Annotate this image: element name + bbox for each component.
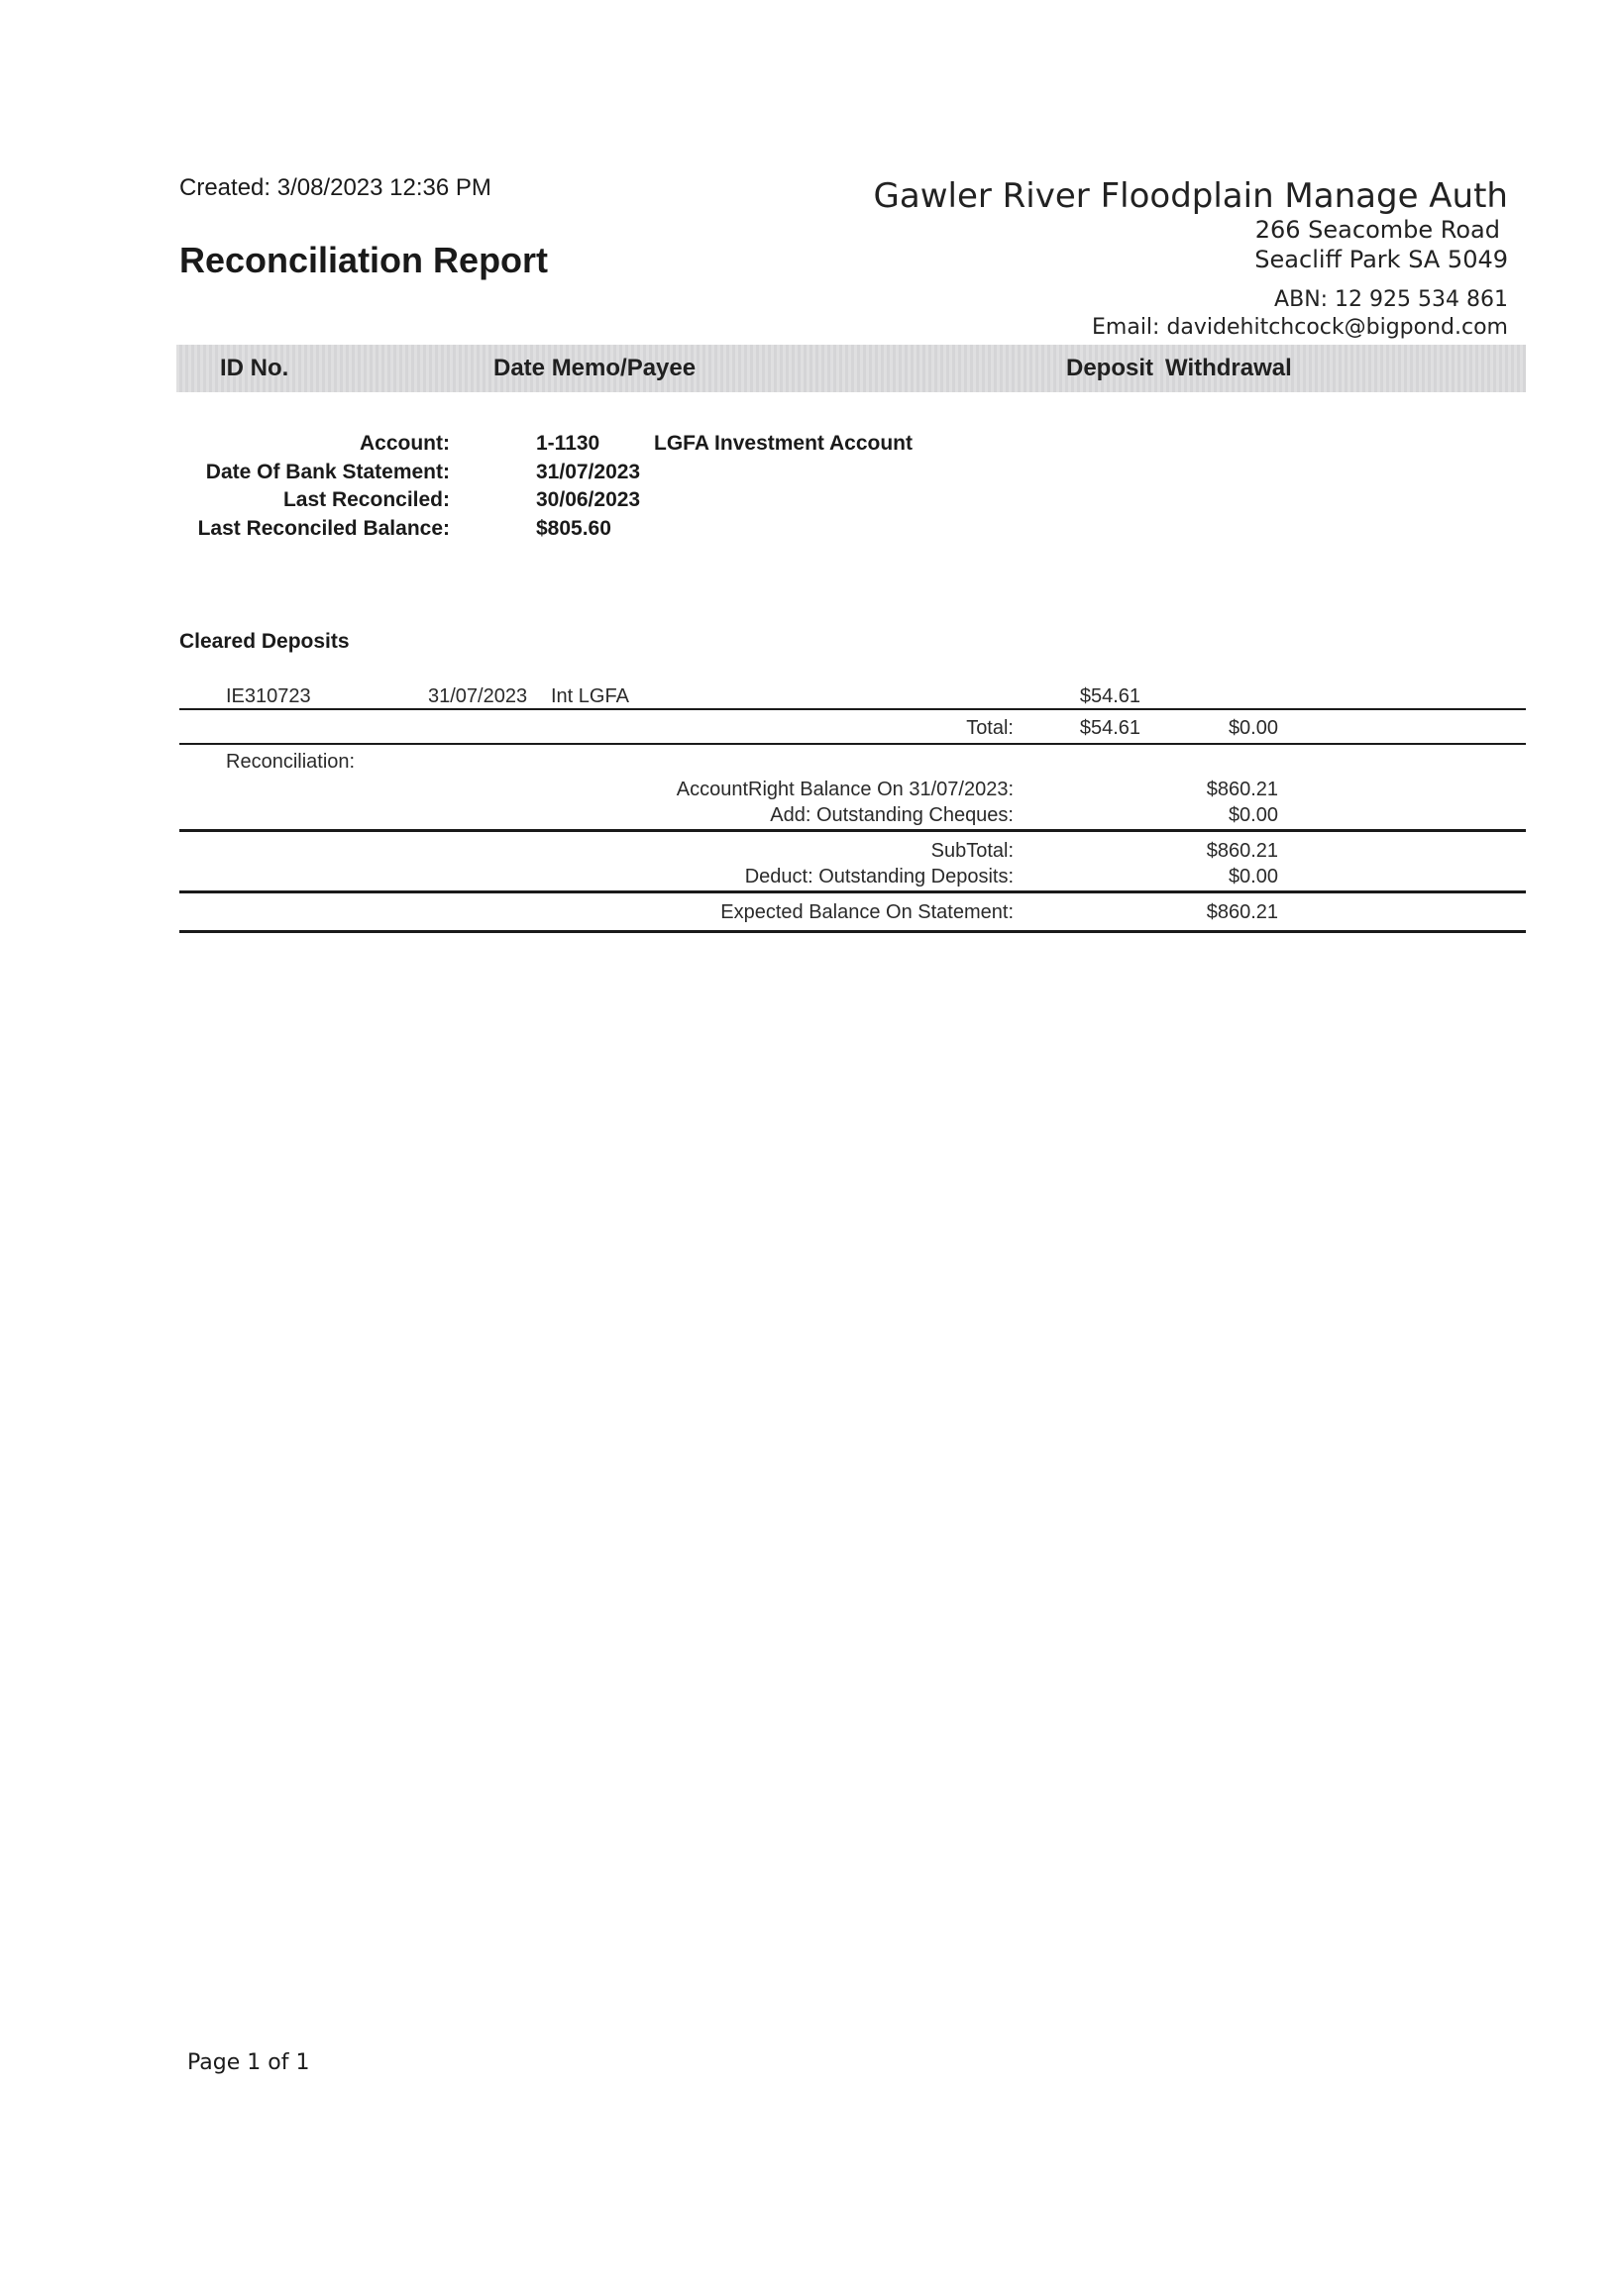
- total-deposit: $54.61: [1079, 717, 1140, 739]
- deposit-id: IE310723: [226, 685, 311, 707]
- divider: [179, 890, 1526, 893]
- expected-balance-label: Expected Balance On Statement:: [720, 901, 1014, 923]
- divider: [179, 930, 1526, 933]
- deposit-amount: $54.61: [1079, 685, 1140, 707]
- column-deposit: Deposit: [1066, 355, 1154, 381]
- account-number: 1-1130: [536, 432, 600, 455]
- total-label: Total:: [966, 717, 1014, 739]
- deduct-outstanding-label: Deduct: Outstanding Deposits:: [744, 866, 1014, 887]
- statement-date: 31/07/2023: [536, 461, 641, 483]
- page-number: Page 1 of 1: [187, 2050, 310, 2075]
- last-balance-label: Last Reconciled Balance:: [197, 517, 450, 540]
- reconciliation-label: Reconciliation:: [226, 751, 356, 773]
- last-reconciled-date: 30/06/2023: [536, 488, 641, 511]
- add-outstanding-label: Add: Outstanding Cheques:: [770, 804, 1014, 826]
- column-id: ID No.: [220, 355, 289, 381]
- deduct-outstanding-value: $0.00: [1228, 866, 1278, 887]
- created-timestamp: Created: 3/08/2023 12:36 PM: [179, 174, 491, 201]
- column-date-memo: Date Memo/Payee: [493, 355, 697, 381]
- balance-label: AccountRight Balance On 31/07/2023:: [676, 779, 1014, 800]
- column-withdrawal: Withdrawal: [1165, 355, 1292, 381]
- deposit-date: 31/07/2023: [428, 685, 528, 707]
- divider: [179, 743, 1526, 745]
- company-email: Email: davidehitchcock@bigpond.com: [1092, 315, 1508, 340]
- company-abn: ABN: 12 925 534 861: [1274, 287, 1508, 312]
- company-address-line2: Seacliff Park SA 5049: [1254, 246, 1508, 273]
- balance-value: $860.21: [1206, 779, 1278, 800]
- cleared-deposits-title: Cleared Deposits: [179, 630, 350, 653]
- add-outstanding-value: $0.00: [1228, 804, 1278, 826]
- statement-date-label: Date Of Bank Statement:: [205, 461, 450, 483]
- expected-balance-value: $860.21: [1206, 901, 1278, 923]
- subtotal-label: SubTotal:: [930, 840, 1014, 862]
- company-address-line1: 266 Seacombe Road: [1254, 216, 1500, 244]
- report-title: Reconciliation Report: [179, 240, 549, 280]
- divider: [179, 829, 1526, 832]
- subtotal-value: $860.21: [1206, 840, 1278, 862]
- account-name: LGFA Investment Account: [654, 432, 913, 455]
- account-label: Account:: [360, 432, 450, 455]
- deposit-memo: Int LGFA: [551, 685, 629, 707]
- total-withdrawal: $0.00: [1228, 717, 1278, 739]
- last-reconciled-label: Last Reconciled:: [282, 488, 450, 511]
- last-balance: $805.60: [536, 517, 611, 540]
- column-header-band: [176, 345, 1526, 392]
- company-name: Gawler River Floodplain Manage Auth: [873, 176, 1508, 216]
- divider: [179, 708, 1526, 710]
